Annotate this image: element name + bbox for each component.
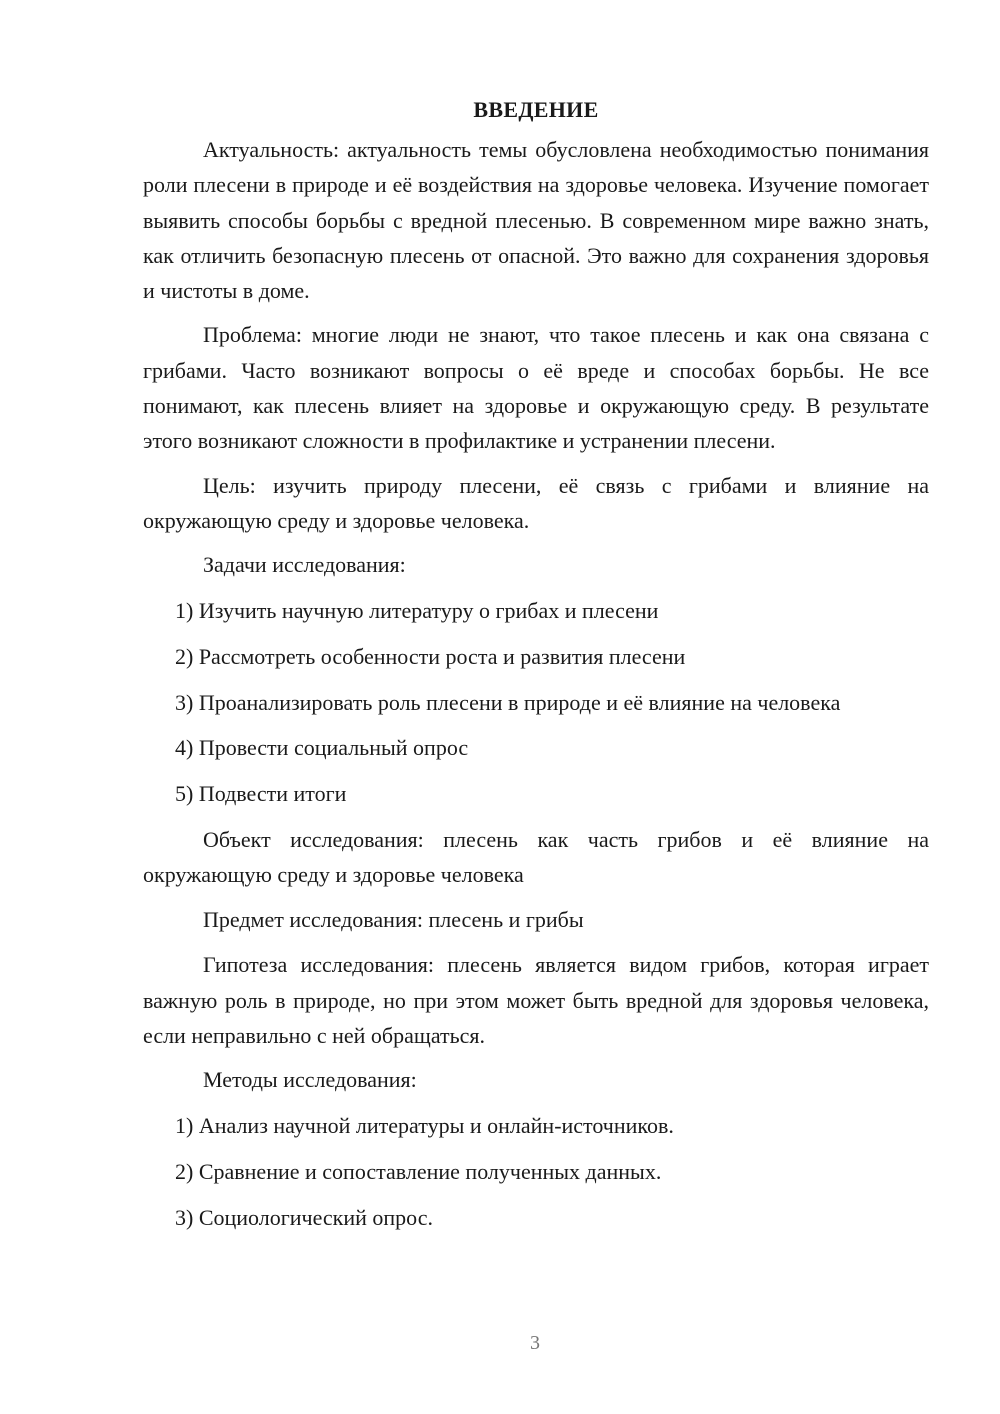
relevance-paragraph: Актуальность: актуальность темы обусловлена необходимостью понимания роли плесени в природе и её воздействия на здоровье человека. Изучение помогает выявить способы борьбы с вредной плесенью. В современном мире важно знать, как отличить безопасную плесень от опасной. Это важно для сохранения здоровья и чистоты в доме. <box>143 137 929 304</box>
methods-heading: Методы исследования: <box>203 1067 417 1093</box>
goal-paragraph: Цель: изучить природу плесени, её связь с грибами и влияние на окружающую среду и здоровье человека. <box>143 472 929 533</box>
task-item: 3) Проанализировать роль плесени в природе и её влияние на человека <box>175 689 841 715</box>
page-number: 3 <box>530 1332 540 1354</box>
tasks-heading: Задачи исследования: <box>203 552 406 578</box>
task-item: 2) Рассмотреть особенности роста и развития плесени <box>175 643 686 669</box>
document-page <box>143 92 929 1246</box>
subject-paragraph: Предмет исследования: плесень и грибы <box>203 906 584 932</box>
methods-list <box>143 1108 929 1235</box>
task-item: 5) Подвести итоги <box>175 781 347 807</box>
method-item: 1) Анализ научной литературы и онлайн-источников. <box>175 1113 674 1139</box>
tasks-list <box>143 593 929 811</box>
task-item: 1) Изучить научную литературу о грибах и плесени <box>175 598 659 624</box>
method-item: 2) Сравнение и сопоставление полученных данных. <box>175 1158 662 1184</box>
object-paragraph: Объект исследования: плесень как часть грибов и её влияние на окружающую среду и здоровье человека <box>143 827 929 888</box>
problem-paragraph: Проблема: многие люди не знают, что такое плесень и как она связана с грибами. Часто возникают вопросы о её вреде и способах борьбы. Не все понимают, как плесень влияет на здоровье и окружающую среду. В результате этого возникают сложности в профилактике и устранении плесени. <box>143 322 929 454</box>
hypothesis-paragraph: Гипотеза исследования: плесень является видом грибов, которая играет важную роль в природе, но при этом может быть вредной для здоровья человека, если неправильно с ней обращаться. <box>143 952 929 1049</box>
section-title: ВВЕДЕНИЕ <box>473 97 599 122</box>
method-item: 3) Социологический опрос. <box>175 1204 433 1230</box>
task-item: 4) Провести социальный опрос <box>175 735 469 761</box>
